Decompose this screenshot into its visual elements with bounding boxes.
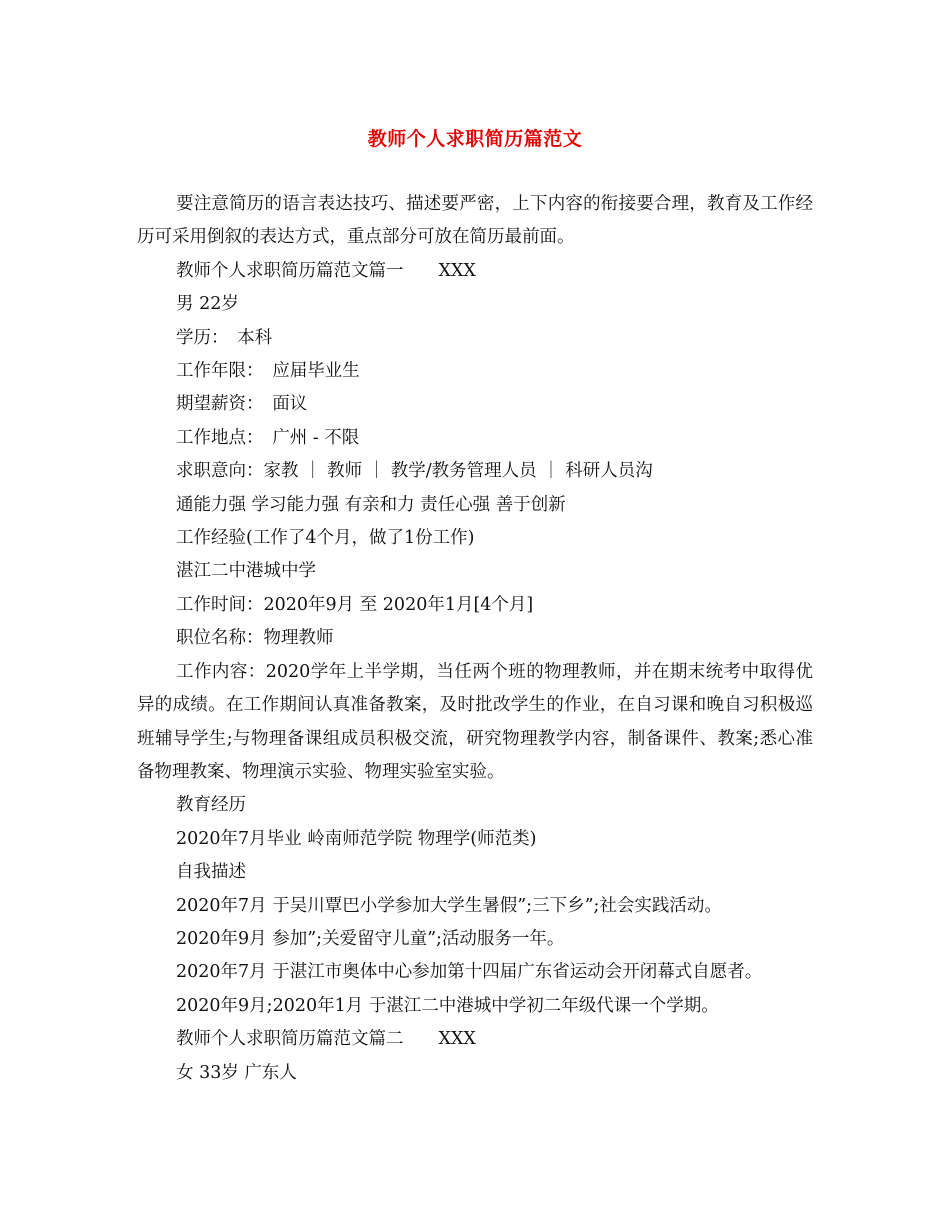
activity-item: 2020年7月 于吴川覃巴小学参加大学生暑假”;三下乡”;社会实践活动。 (176, 895, 722, 916)
intro-paragraph: 要注意简历的语言表达技巧、描述要严密，上下内容的衔接要合理，教育及工作经历可采用倒叙的表达方式，重点部分可放在简历最前面。 (137, 194, 813, 248)
section-heading-sample-two: 教师个人求职简历篇范文篇二 XXX (176, 1029, 476, 1050)
activity-item: 2020年9月;2020年1月 于湛江二中港城中学初二年级代课一个学期。 (176, 995, 719, 1016)
activity-item: 2020年9月 参加”;关爱留守儿童”;活动服务一年。 (176, 928, 565, 949)
gender-age: 男 22岁 (176, 294, 239, 315)
document-body (137, 188, 813, 1090)
education-entry: 2020年7月毕业 岭南师范学院 物理学(师范类) (176, 828, 537, 849)
document-title: 教师个人求职简历篇范文 (367, 128, 583, 150)
job-title: 职位名称：物理教师 (176, 628, 334, 649)
education-level: 学历： 本科 (176, 327, 273, 348)
job-intention: 求职意向：家教 ｜ 教师 ｜ 教学/教务管理人员 ｜ 科研人员沟 (176, 461, 653, 482)
activity-item: 2020年7月 于湛江市奥体中心参加第十四届广东省运动会开闭幕式自愿者。 (176, 962, 763, 983)
work-experience-heading: 工作经验(工作了4个月，做了1份工作) (176, 528, 475, 549)
strengths: 通能力强 学习能力强 有亲和力 责任心强 善于创新 (176, 494, 566, 515)
education-heading: 教育经历 (176, 795, 246, 816)
work-content: 工作内容：2020学年上半学期，当任两个班的物理教师，并在期末统考中取得优异的成绩。在工作期间认真准备教案，及时批改学生的作业，在自习课和晚自习积极巡班辅导学生;与物理备课组成员积极交流，研究物理教学内容，制备课件、教案;悉心准备物理教案、物理演示实验、物理实验室实验。 (137, 661, 813, 782)
gender-age-origin: 女 33岁 广东人 (176, 1062, 297, 1083)
work-period: 工作时间：2020年9月 至 2020年1月[4个月] (176, 594, 534, 615)
expected-salary: 期望薪资： 面议 (176, 394, 308, 415)
section-heading-sample-one: 教师个人求职简历篇范文篇一 XXX (176, 260, 476, 281)
employer-name: 湛江二中港城中学 (176, 561, 316, 582)
work-years: 工作年限： 应届毕业生 (176, 361, 360, 382)
self-description-heading: 自我描述 (176, 862, 246, 883)
work-location: 工作地点： 广州 - 不限 (176, 427, 360, 448)
